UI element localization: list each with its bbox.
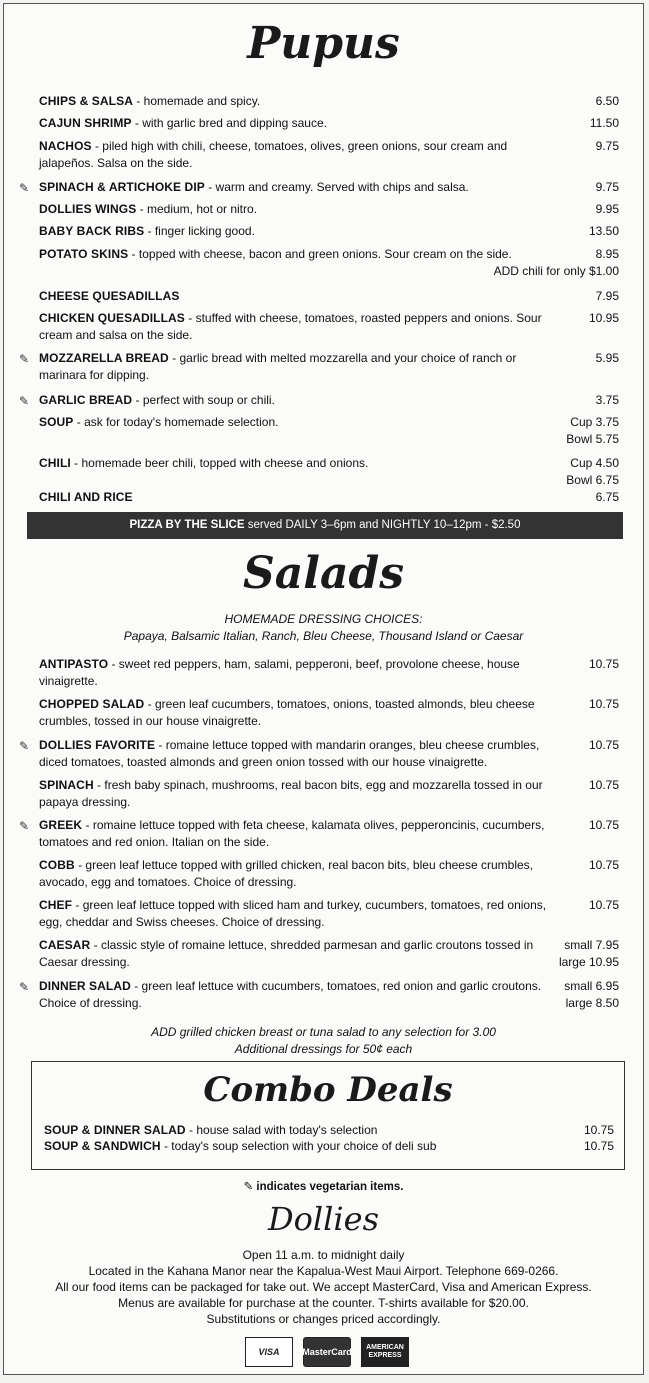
dressing-list: Papaya, Balsamic Italian, Ranch, Bleu Cheese, Thousand Island or Caesar bbox=[123, 629, 524, 643]
menu-item-name: ANTIPASTO bbox=[39, 657, 109, 671]
menu-item-description: - homemade beer chili, topped with cheese and onions. bbox=[70, 456, 369, 470]
menu-item bbox=[19, 817, 619, 850]
veg-leaf-icon: ✎ bbox=[19, 352, 30, 366]
mastercard-icon: MasterCard bbox=[303, 1337, 351, 1367]
menu-item-text bbox=[39, 455, 559, 472]
menu-item bbox=[39, 288, 619, 305]
menu-item-description: - green leaf lettuce with cucumbers, tomatoes, red onion and garlic croutons. Choice of dressing. bbox=[39, 979, 542, 1010]
menu-item-description: - sweet red peppers, ham, salami, pepperoni, beef, provolone cheese, house vinaigrette. bbox=[39, 657, 520, 688]
veg-legend-text: indicates vegetarian items. bbox=[256, 1181, 404, 1193]
menu-item-text bbox=[39, 350, 559, 383]
menu-item-description: - green leaf cucumbers, tomatoes, onions, toasted almonds, bleu cheese crumbles, tossed in our house vinaigrette. bbox=[39, 697, 535, 728]
menu-item bbox=[39, 115, 619, 132]
menu-item-text bbox=[39, 392, 559, 409]
menu-item-name: CHILI bbox=[39, 456, 71, 470]
menu-item bbox=[19, 978, 619, 1011]
pupus-title: Pupus bbox=[247, 18, 400, 69]
combo-item-name: SOUP & SANDWICH bbox=[44, 1139, 161, 1153]
menu-item-price: small 6.95 large 8.50 bbox=[564, 979, 619, 1010]
combo-item-name: SOUP & DINNER SALAD bbox=[44, 1123, 186, 1137]
menu-item-name: CHEESE QUESADILLAS bbox=[39, 289, 180, 303]
menu-item-text bbox=[39, 246, 559, 263]
menu-item-price: 9.95 bbox=[595, 202, 619, 216]
menu-item-text bbox=[39, 897, 559, 930]
menu-item bbox=[19, 392, 619, 409]
menu-item bbox=[39, 138, 619, 171]
menu-item-name: COBB bbox=[39, 858, 75, 872]
menu-item bbox=[39, 455, 619, 487]
menu-item-text bbox=[39, 777, 559, 810]
menu-item bbox=[39, 857, 619, 890]
menu-item-text bbox=[39, 115, 559, 132]
veg-leaf-icon: ✎ bbox=[19, 739, 30, 753]
menu-item-name: GREEK bbox=[39, 818, 83, 832]
menu-item bbox=[19, 737, 619, 770]
veg-leaf-icon: ✎ bbox=[243, 1181, 257, 1193]
menu-item bbox=[39, 93, 619, 110]
menu-page bbox=[3, 3, 644, 1375]
menu-item bbox=[39, 897, 619, 930]
menu-item-price: 7.95 bbox=[595, 289, 619, 303]
menu-item-description: - stuffed with cheese, tomatoes, roasted peppers and onions. Sour cream and salsa on the side. bbox=[39, 311, 542, 342]
menu-item-name: MOZZARELLA BREAD bbox=[39, 351, 169, 365]
menu-item-description: - garlic bread with melted mozzarella and your choice of ranch or marinara for dipping. bbox=[39, 351, 517, 382]
menu-item-price: 9.75 bbox=[595, 180, 619, 194]
menu-item-text bbox=[39, 414, 559, 431]
footer-substitutions: Substitutions or changes priced accordingly. bbox=[206, 1312, 441, 1326]
combo-item bbox=[44, 1122, 614, 1139]
menu-item-description: - topped with cheese, bacon and green onions. Sour cream on the side. bbox=[128, 247, 512, 261]
menu-item-description: - fresh baby spinach, mushrooms, real bacon bits, egg and mozzarella tossed in our papaya dressing. bbox=[39, 778, 543, 809]
menu-item-price: 10.75 bbox=[588, 657, 619, 671]
combo-item-price: 10.75 bbox=[583, 1139, 614, 1153]
menu-item-description: - green leaf lettuce topped with sliced ham and turkey, cucumbers, tomatoes, red onions, egg, cheddar and Swiss cheeses. Choice of dressing. bbox=[39, 898, 547, 929]
menu-item-text bbox=[39, 310, 559, 343]
menu-item bbox=[39, 937, 619, 970]
menu-item-text bbox=[39, 223, 559, 240]
pizza-banner-label: PIZZA BY THE SLICE bbox=[129, 519, 245, 531]
menu-item-name: GARLIC BREAD bbox=[39, 393, 133, 407]
menu-item-text bbox=[39, 857, 559, 890]
footer-hours: Open 11 a.m. to midnight daily bbox=[242, 1248, 405, 1262]
pizza-by-the-slice-banner bbox=[27, 512, 623, 539]
menu-item-price: 13.50 bbox=[588, 224, 619, 238]
menu-item-description: - medium, hot or nitro. bbox=[136, 202, 258, 216]
menu-item-name: CHICKEN QUESADILLAS bbox=[39, 311, 185, 325]
footer-location: Located in the Kahana Manor near the Kapalua-West Maui Airport. Telephone 669-0266. bbox=[88, 1264, 559, 1278]
menu-item-text bbox=[39, 93, 559, 110]
menu-item-text bbox=[39, 201, 559, 218]
dressing-extra-note: Additional dressings for 50¢ each bbox=[234, 1042, 413, 1056]
menu-item-price: 10.75 bbox=[588, 818, 619, 832]
menu-item-text bbox=[39, 978, 559, 1011]
menu-item-description: - piled high with chili, cheese, tomatoes, olives, green onions, sour cream and jalapeños. Salsa on the side. bbox=[39, 139, 508, 170]
menu-item-note: ADD chili for only $1.00 bbox=[493, 263, 619, 278]
menu-item-text bbox=[39, 937, 559, 970]
menu-item-name: DOLLIES WINGS bbox=[39, 202, 137, 216]
visa-card-icon: VISA bbox=[245, 1337, 293, 1367]
menu-item bbox=[39, 414, 619, 446]
dollies-logo: Dollies bbox=[268, 1200, 379, 1238]
menu-item-description: - warm and creamy. Served with chips and salsa. bbox=[204, 180, 469, 194]
combo-deals-box bbox=[31, 1061, 625, 1170]
menu-item-name: POTATO SKINS bbox=[39, 247, 129, 261]
menu-item-price: 3.75 bbox=[595, 393, 619, 407]
menu-item-description: - finger licking good. bbox=[144, 224, 255, 238]
menu-item-name: SOUP bbox=[39, 415, 74, 429]
menu-item-price: 10.75 bbox=[588, 858, 619, 872]
menu-item-name: DINNER SALAD bbox=[39, 979, 131, 993]
dressing-heading: HOMEMADE DRESSING CHOICES: bbox=[224, 612, 423, 626]
menu-item-name: CHIPS & SALSA bbox=[39, 94, 133, 108]
veg-leaf-icon: ✎ bbox=[19, 980, 30, 994]
menu-item bbox=[39, 777, 619, 810]
salad-add-note: ADD grilled chicken breast or tuna salad to any selection for 3.00 bbox=[151, 1025, 496, 1039]
menu-item bbox=[19, 350, 619, 383]
menu-item-name: CHILI AND RICE bbox=[39, 490, 133, 504]
menu-item bbox=[39, 246, 619, 279]
footer-merch: Menus are available for purchase at the counter. T-shirts available for $20.00. bbox=[118, 1296, 529, 1310]
menu-item-text bbox=[39, 737, 559, 770]
menu-item bbox=[39, 489, 619, 506]
menu-item-text bbox=[39, 138, 559, 171]
menu-item-price: 9.75 bbox=[595, 139, 619, 153]
menu-item-name: DOLLIES FAVORITE bbox=[39, 738, 156, 752]
menu-item-name: CHEF bbox=[39, 898, 73, 912]
menu-item-price: 10.75 bbox=[588, 738, 619, 752]
menu-item-price: Cup 4.50 Bowl 6.75 bbox=[566, 456, 619, 487]
veg-legend bbox=[4, 1179, 643, 1196]
menu-item-text bbox=[39, 696, 559, 729]
pizza-banner-details: served DAILY 3–6pm and NIGHTLY 10–12pm - $2.50 bbox=[244, 519, 521, 531]
menu-item bbox=[39, 656, 619, 689]
menu-item bbox=[19, 179, 619, 196]
combo-title: Combo Deals bbox=[203, 1070, 453, 1110]
menu-item-price: Cup 3.75 Bowl 5.75 bbox=[566, 415, 619, 446]
menu-item-price: 10.75 bbox=[588, 697, 619, 711]
menu-item-description: - homemade and spicy. bbox=[132, 94, 261, 108]
menu-item bbox=[39, 696, 619, 729]
amex-card-icon: AMERICAN EXPRESS bbox=[361, 1337, 409, 1367]
menu-item-text bbox=[39, 288, 559, 305]
menu-item bbox=[39, 223, 619, 240]
menu-item-price: 5.95 bbox=[595, 351, 619, 365]
menu-item bbox=[39, 201, 619, 218]
menu-item-description: - green leaf lettuce topped with grilled chicken, real bacon bits, bleu cheese crumbles, avocado, egg and tomatoes. Choice of dressing. bbox=[39, 858, 533, 889]
combo-item-price: 10.75 bbox=[583, 1123, 614, 1137]
salads-title: Salads bbox=[242, 548, 405, 599]
menu-item-price: 11.50 bbox=[589, 116, 619, 130]
veg-leaf-icon: ✎ bbox=[19, 819, 30, 833]
combo-item bbox=[44, 1138, 614, 1155]
menu-item-name: SPINACH & ARTICHOKE DIP bbox=[39, 180, 205, 194]
menu-item-price: 10.75 bbox=[588, 778, 619, 792]
menu-item-text bbox=[39, 489, 559, 506]
menu-item-name: SPINACH bbox=[39, 778, 94, 792]
menu-item-description: - romaine lettuce topped with mandarin oranges, bleu cheese crumbles, diced tomatoes, toasted almonds and green onion tossed with our house vinaigrette. bbox=[39, 738, 540, 769]
veg-leaf-icon: ✎ bbox=[19, 394, 30, 408]
menu-item bbox=[39, 310, 619, 343]
veg-leaf-icon: ✎ bbox=[19, 181, 30, 195]
menu-item-description: - perfect with soup or chili. bbox=[132, 393, 275, 407]
combo-item-description: - today's soup selection with your choice of deli sub bbox=[160, 1139, 437, 1153]
menu-item-name: NACHOS bbox=[39, 139, 92, 153]
menu-item-description: - with garlic bred and dipping sauce. bbox=[131, 116, 327, 130]
combo-item-description: - house salad with today's selection bbox=[185, 1123, 378, 1137]
menu-item-price: 6.75 bbox=[595, 490, 619, 504]
menu-item-name: CAESAR bbox=[39, 938, 91, 952]
menu-item-price: 6.50 bbox=[595, 94, 619, 108]
menu-item-name: CAJUN SHRIMP bbox=[39, 116, 132, 130]
menu-item-text bbox=[39, 656, 559, 689]
menu-item-price: small 7.95 large 10.95 bbox=[558, 938, 619, 969]
menu-item-description: - romaine lettuce topped with feta cheese, kalamata olives, pepperoncinis, cucumbers, tomatoes and red onion. Italian on the side. bbox=[39, 818, 545, 849]
menu-item-price: 10.75 bbox=[588, 898, 619, 912]
menu-item-text bbox=[39, 817, 559, 850]
menu-item-text bbox=[39, 179, 559, 196]
footer-takeout: All our food items can be packaged for take out. We accept MasterCard, Visa and American Express. bbox=[55, 1280, 592, 1294]
menu-item-description: - ask for today's homemade selection. bbox=[73, 415, 279, 429]
menu-item-name: CHOPPED SALAD bbox=[39, 697, 145, 711]
menu-item-description: - classic style of romaine lettuce, shredded parmesan and garlic croutons tossed in Caesar dressing. bbox=[39, 938, 534, 969]
menu-item-price: 8.95 bbox=[595, 247, 619, 261]
menu-item-price: 10.95 bbox=[588, 311, 619, 325]
menu-item-name: BABY BACK RIBS bbox=[39, 224, 145, 238]
payment-cards bbox=[245, 1337, 409, 1367]
